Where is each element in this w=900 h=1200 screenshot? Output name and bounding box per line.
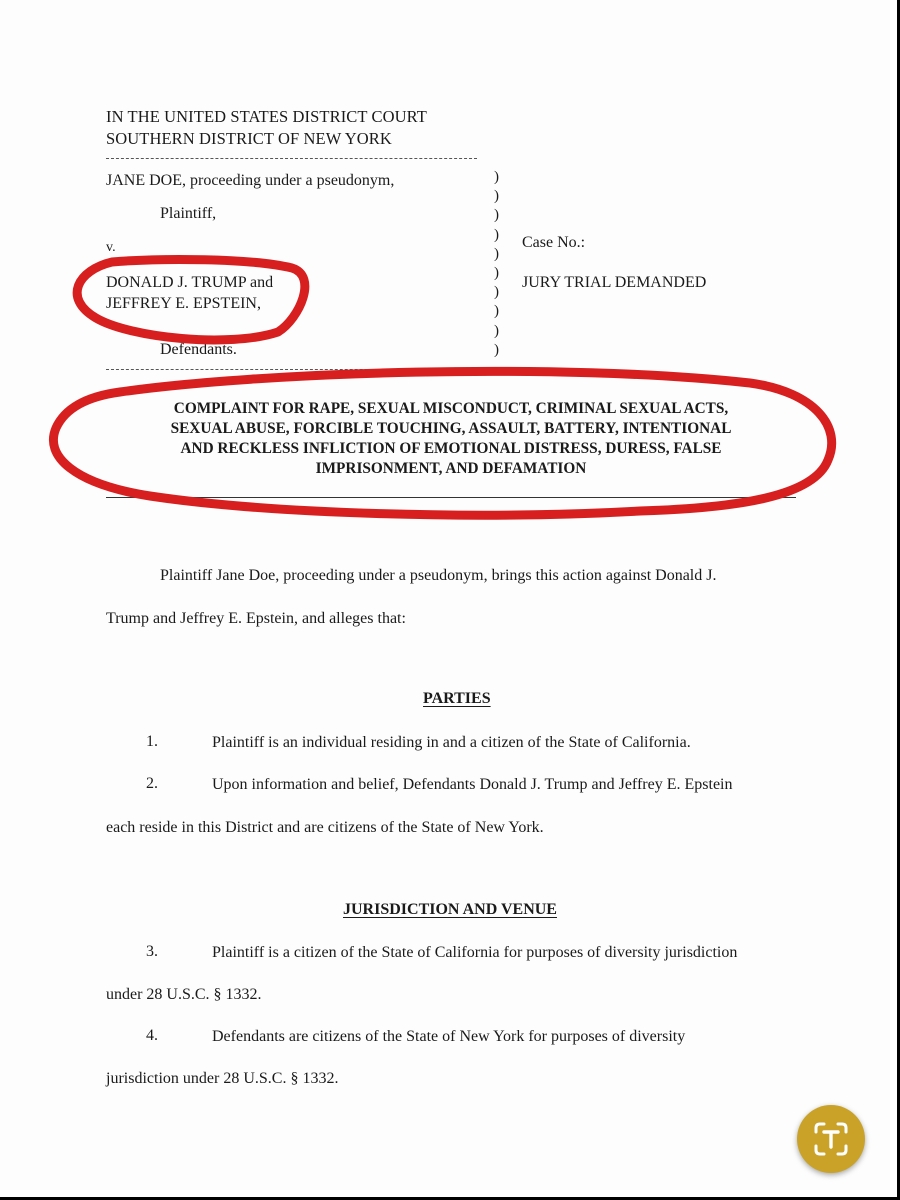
jury-trial-demand: JURY TRIAL DEMANDED (522, 274, 707, 291)
section-heading-jurisdiction: JURISDICTION AND VENUE (343, 901, 557, 918)
title-line-4: IMPRISONMENT, AND DEFAMATION (315, 460, 587, 477)
paragraph-number-3: 3. (146, 943, 158, 960)
case-number-label: Case No.: (522, 234, 586, 251)
paragraph-2-line-1: Upon information and belief, Defendants Donald J. Trump and Jeffrey E. Epstein (212, 776, 733, 793)
paragraph-2-line-2: each reside in this District and are citizens of the State of New York. (106, 819, 544, 836)
defendant-role: Defendants. (160, 341, 237, 354)
complaint-title (106, 399, 796, 479)
paragraph-number-4: 4. (146, 1027, 158, 1044)
paragraph-4-line-2: jurisdiction under 28 U.S.C. § 1332. (106, 1070, 339, 1087)
plaintiff-name: JANE DOE, proceeding under a pseudonym, (106, 172, 395, 189)
paragraph-3-line-2: under 28 U.S.C. § 1332. (106, 986, 262, 1003)
intro-line-2: Trump and Jeffrey E. Epstein, and alleges that: (106, 610, 406, 627)
title-line-1: COMPLAINT FOR RAPE, SEXUAL MISCONDUCT, CRIMINAL SEXUAL ACTS, (173, 400, 729, 417)
defendant-line-1: DONALD J. TRUMP and (106, 274, 274, 291)
title-rule (106, 497, 796, 498)
court-name: IN THE UNITED STATES DISTRICT COURT (106, 107, 427, 126)
paragraph-4-line-1: Defendants are citizens of the State of New York for purposes of diversity (212, 1028, 686, 1045)
title-line-3: AND RECKLESS INFLICTION OF EMOTIONAL DISTRESS, DURESS, FALSE (180, 440, 722, 457)
court-district: SOUTHERN DISTRICT OF NEW YORK (106, 129, 392, 148)
caption-top-divider (106, 158, 477, 159)
live-text-button[interactable] (797, 1105, 865, 1173)
court-header (106, 106, 427, 150)
title-line-2: SEXUAL ABUSE, FORCIBLE TOUCHING, ASSAULT, BATTERY, INTENTIONAL (170, 420, 732, 437)
caption-bottom-divider (106, 369, 477, 370)
intro-line-1: Plaintiff Jane Doe, proceeding under a pseudonym, brings this action against Donald J. (160, 567, 717, 584)
versus: v. (106, 240, 116, 255)
section-heading-parties: PARTIES (423, 690, 491, 707)
paragraph-3-line-1: Plaintiff is a citizen of the State of California for purposes of diversity jurisdiction (212, 944, 738, 961)
live-text-icon (811, 1119, 851, 1159)
paragraph-number-2: 2. (146, 775, 158, 792)
paragraph-number-1: 1. (146, 733, 158, 750)
paragraph-1: Plaintiff is an individual residing in and a citizen of the State of California. (212, 734, 691, 751)
plaintiff-role: Plaintiff, (160, 205, 217, 222)
defendant-line-2: JEFFREY E. EPSTEIN, (106, 295, 261, 312)
caption-parens: ) ) ) ) ) ) ) ) ) ) (494, 169, 499, 358)
